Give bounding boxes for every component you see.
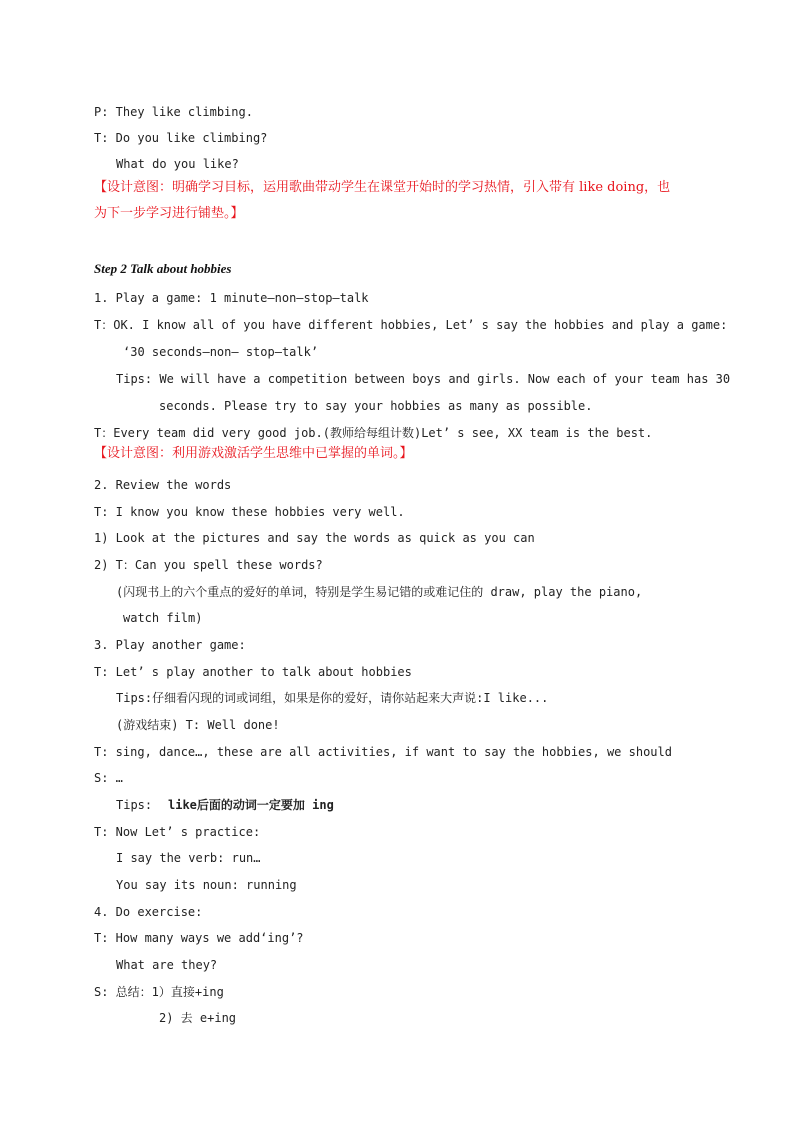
line-tips-like-ing: like后面的动词一定要加 ing: [168, 798, 334, 812]
line-look-at-pictures: 1) Look at the pictures and say the words as quick as you can: [94, 531, 535, 545]
line-game-over: (游戏结束) T: Well done!: [116, 718, 280, 732]
line-t-every-team: T：Every team did very good job.(教师给每组计数)Let’ s see, XX team is the best.: [94, 426, 653, 440]
line-do-exercise: 4. Do exercise:: [94, 905, 203, 919]
line-t-do-you-like-climbing: T: Do you like climbing?: [94, 131, 268, 145]
line-s-ellipsis: S: …: [94, 771, 123, 785]
line-play-another-game: 3. Play another game:: [94, 638, 246, 652]
line-30-seconds: ‘30 seconds–non– stop–talk’: [123, 345, 319, 359]
line-t-how-many-ways: T: How many ways we add‘ing’?: [94, 931, 304, 945]
design-intent-note-1-line-2: 为下一步学习进行铺垫。】: [94, 206, 244, 221]
step-2-heading: Step 2 Talk about hobbies: [94, 261, 232, 276]
line-review-the-words: 2. Review the words: [94, 478, 232, 492]
line-t-sing-dance: T: sing, dance…, these are all activities, if want to say the hobbies, we should: [94, 745, 672, 759]
line-tips-flash: Tips:仔细看闪现的词或词组，如果是你的爱好，请你站起来大声说:I like...: [116, 691, 549, 705]
line-t-ok-hobbies: T：OK. I know all of you have different hobbies, Let’ s say the hobbies and play a game:: [94, 318, 728, 332]
line-p-they-like-climbing: P: They like climbing.: [94, 105, 253, 119]
line-s-summary: S: 总结：1）直接+ing: [94, 985, 224, 999]
line-what-do-you-like: What do you like?: [116, 157, 239, 171]
line-t-now-practice: T: Now Let’ s practice:: [94, 825, 261, 839]
line-you-say-noun: You say its noun: running: [116, 878, 297, 892]
line-tips-competition: Tips: We will have a competition between boys and girls. Now each of your team has 30: [116, 372, 731, 386]
line-what-are-they: What are they?: [116, 958, 218, 972]
design-intent-note-1-line-1: 【设计意图：明确学习目标，运用歌曲带动学生在课堂开始时的学习热情，引入带有 like doing，也: [94, 180, 671, 195]
line-t-i-know: T: I know you know these hobbies very well.: [94, 505, 405, 519]
line-watch-film: watch film): [123, 611, 203, 625]
line-play-a-game: 1. Play a game: 1 minute–non–stop–talk: [94, 291, 369, 305]
line-can-you-spell: 2) T：Can you spell these words?: [94, 558, 323, 572]
line-tips-seconds: seconds. Please try to say your hobbies as many as possible.: [159, 399, 593, 413]
line-t-lets-play-another: T: Let’ s play another to talk about hobbies: [94, 665, 412, 679]
design-intent-note-2: 【设计意图：利用游戏激活学生思维中已掌握的单词。】: [94, 446, 413, 461]
line-tips-label: Tips:: [116, 798, 153, 812]
line-remove-e: 2) 去 e+ing: [159, 1011, 237, 1025]
line-flash-words: (闪现书上的六个重点的爱好的单词，特别是学生易记错的或难记住的 draw, play the piano,: [116, 585, 643, 599]
line-i-say-verb: I say the verb: run…: [116, 851, 261, 865]
